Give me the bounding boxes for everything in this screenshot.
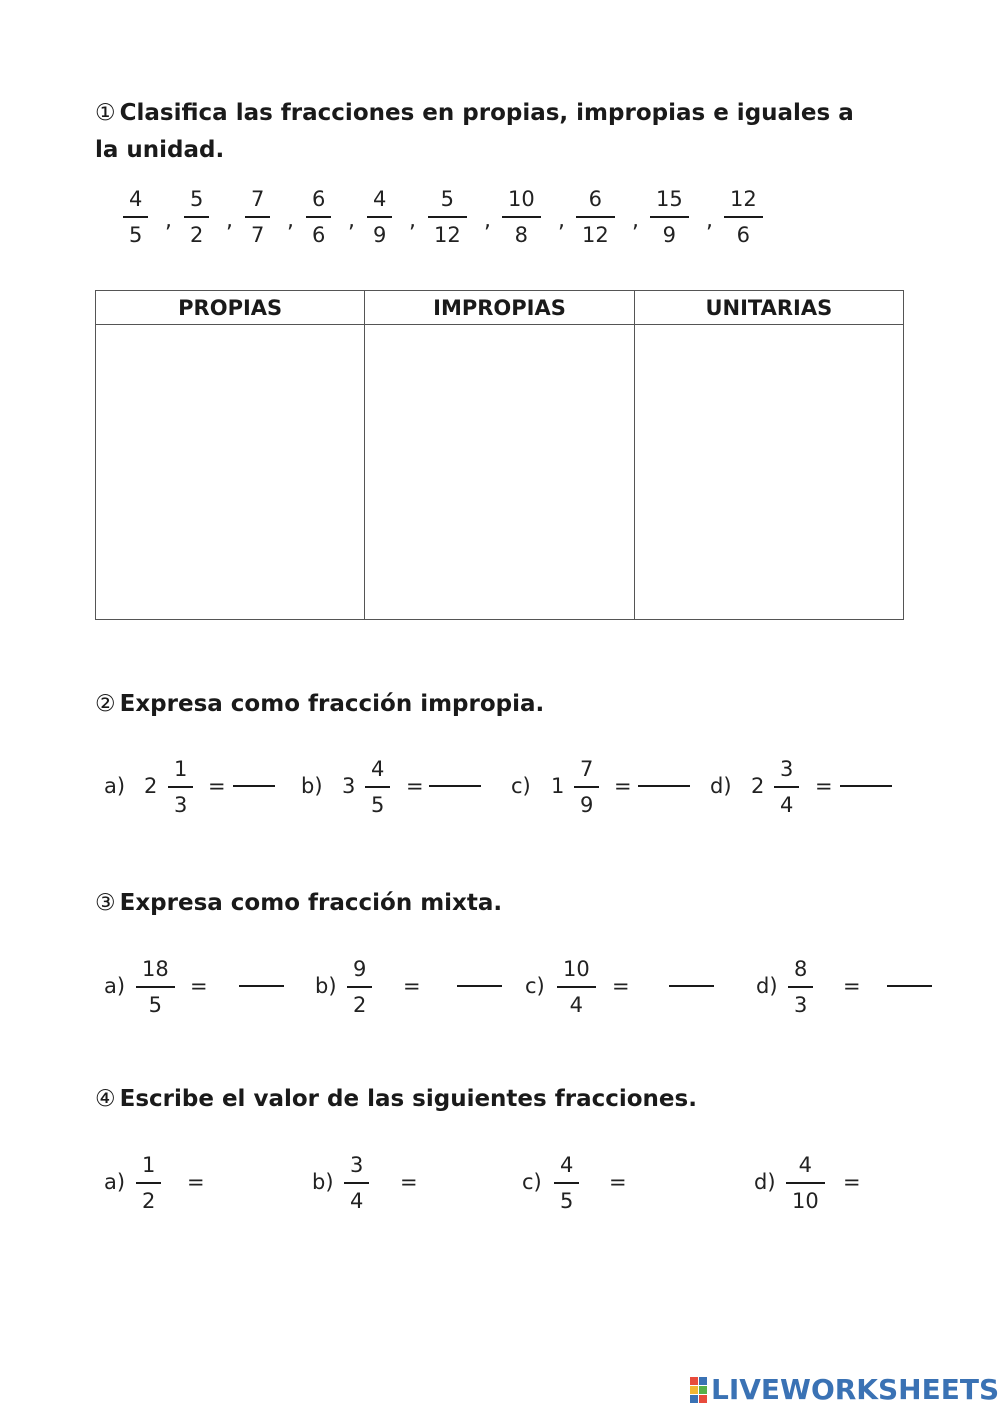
equals-sign: = [208,774,226,798]
fraction: 10 4 [557,956,596,1018]
header-impropias: IMPROPIAS [365,291,634,325]
item-label: d) [756,974,778,998]
fraction: 7 7 [245,186,270,248]
answer-blank[interactable] [840,785,892,787]
item-label: c) [522,1170,542,1194]
q3-heading [95,885,875,922]
fraction: 12 6 [724,186,763,248]
equals-sign: = [187,1170,205,1194]
liveworksheets-logo-icon [690,1377,707,1403]
item-label: b) [301,774,323,798]
answer-blank[interactable] [239,985,284,987]
equals-sign: = [609,1170,627,1194]
item-label: d) [710,774,732,798]
q1-number: ① [95,100,116,126]
logo-mark-cell [690,1386,698,1394]
logo-mark-cell [699,1395,707,1403]
q3-number: ③ [95,890,116,916]
q2-number: ② [95,691,116,717]
header-propias: PROPIAS [96,291,365,325]
header-unitarias: UNITARIAS [634,291,903,325]
fraction-separator: , [558,208,565,233]
liveworksheets-logo[interactable] [690,1373,999,1406]
q2-heading [95,686,875,723]
q1-heading [95,95,875,169]
equals-sign: = [612,974,630,998]
answer-blank[interactable] [669,985,714,987]
fraction: 5 12 [428,186,467,248]
equals-sign: = [406,774,424,798]
answer-cell-impropias[interactable] [365,325,634,620]
answer-cell-propias[interactable] [96,325,365,620]
fraction: 1 2 [136,1152,161,1214]
equals-sign: = [400,1170,418,1194]
item-label: d) [754,1170,776,1194]
fraction-separator: , [409,208,416,233]
q1-title: Clasifica las fracciones en propias, impropias e iguales a la unidad. [95,100,854,163]
logo-mark-cell [699,1386,707,1394]
whole-number: 2 [751,774,765,798]
fraction: 9 2 [347,956,372,1018]
fraction: 18 5 [136,956,175,1018]
item-label: a) [104,974,126,998]
equals-sign: = [843,974,861,998]
fraction: 4 5 [554,1152,579,1214]
answer-cell-unitarias[interactable] [634,325,903,620]
fraction: 10 8 [502,186,541,248]
fraction: 4 9 [367,186,392,248]
fraction-separator: , [287,208,294,233]
fraction: 5 2 [184,186,209,248]
item-label: c) [511,774,531,798]
logo-text: LIVEWORKSHEETS [711,1373,999,1406]
item-label: a) [104,1170,126,1194]
fraction: 7 9 [574,756,599,818]
item-label: b) [312,1170,334,1194]
q4-title: Escribe el valor de las siguientes fracciones. [119,1086,697,1112]
equals-sign: = [614,774,632,798]
logo-mark-cell [699,1377,707,1385]
fraction: 4 10 [786,1152,825,1214]
item-label: c) [525,974,545,998]
fraction: 6 12 [576,186,615,248]
q4-heading [95,1081,875,1118]
fraction-separator: , [484,208,491,233]
q2-title: Expresa como fracción impropia. [119,691,545,717]
fraction: 1 3 [168,756,193,818]
whole-number: 1 [551,774,565,798]
fraction: 3 4 [774,756,799,818]
item-label: b) [315,974,337,998]
equals-sign: = [403,974,421,998]
answer-blank[interactable] [429,785,481,787]
q3-title: Expresa como fracción mixta. [119,890,503,916]
equals-sign: = [815,774,833,798]
fraction: 15 9 [650,186,689,248]
equals-sign: = [843,1170,861,1194]
whole-number: 2 [144,774,158,798]
fraction-separator: , [706,208,713,233]
item-label: a) [104,774,126,798]
fraction: 4 5 [123,186,148,248]
classification-table [95,290,904,620]
answer-blank[interactable] [233,785,275,787]
logo-mark-cell [690,1395,698,1403]
whole-number: 3 [342,774,356,798]
fraction: 8 3 [788,956,813,1018]
fraction: 6 6 [306,186,331,248]
answer-blank[interactable] [457,985,502,987]
fraction-separator: , [348,208,355,233]
fraction-separator: , [632,208,639,233]
logo-mark-cell [690,1377,698,1385]
q4-number: ④ [95,1086,116,1112]
answer-blank[interactable] [887,985,932,987]
fraction: 4 5 [365,756,390,818]
fraction-separator: , [165,208,172,233]
answer-blank[interactable] [638,785,690,787]
fraction: 3 4 [344,1152,369,1214]
equals-sign: = [190,974,208,998]
fraction-separator: , [226,208,233,233]
